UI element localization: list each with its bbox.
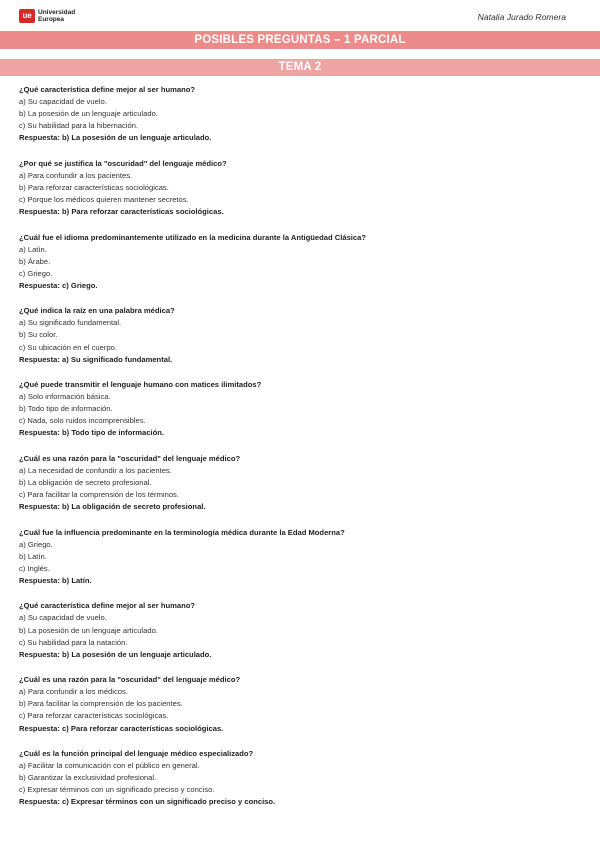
answer-key: Respuesta: b) Para reforzar características sociológicas. [19, 207, 224, 217]
answer-option: b) Garantizar la exclusividad profesional. [19, 773, 157, 783]
answer-key: Respuesta: b) Todo tipo de información. [19, 428, 164, 438]
answer-option: c) Para facilitar la comprensión de los términos. [19, 490, 179, 500]
question-block [19, 674, 589, 734]
question-block [19, 305, 589, 365]
question-text: ¿Cuál es una razón para la "oscuridad" del lenguaje médico? [19, 453, 241, 463]
answer-key: Respuesta: c) Expresar términos con un significado preciso y conciso. [19, 797, 276, 807]
answer-option: a) Para confundir a los médicos. [19, 687, 128, 697]
logo-line-2: Europea [38, 16, 65, 23]
ue-logo-icon: ue [19, 9, 35, 23]
answer-option: b) Todo tipo de información. [19, 404, 113, 414]
question-block [19, 232, 589, 292]
answer-key: Respuesta: c) Griego. [19, 280, 98, 290]
question-text: ¿Qué indica la raíz en una palabra médica? [19, 306, 175, 316]
question-block [19, 600, 589, 660]
questions-list [19, 84, 589, 822]
question-text: ¿Cuál es la función principal del lenguaje médico especializado? [19, 748, 254, 758]
answer-option: b) Para reforzar características sociológicas. [19, 182, 169, 192]
answer-option: a) La necesidad de confundir a los pacientes. [19, 465, 172, 475]
answer-option: b) Latín. [19, 551, 47, 561]
answer-option: a) Facilitar la comunicación con el público en general. [19, 760, 200, 770]
question-block [19, 453, 589, 513]
question-text: ¿Por qué se justifica la "oscuridad" del lenguaje médico? [19, 158, 227, 168]
answer-option: c) Inglés. [19, 563, 50, 573]
answer-key: Respuesta: c) Para reforzar características sociológicas. [19, 723, 224, 733]
question-text: ¿Cuál fue el idioma predominantemente utilizado en la medicina durante la Antigüedad Clásica? [19, 232, 366, 242]
answer-key: Respuesta: b) La obligación de secreto profesional. [19, 502, 206, 512]
answer-key: Respuesta: b) Latín. [19, 575, 92, 585]
answer-option: a) Solo información básica. [19, 392, 111, 402]
answer-option: b) Árabe. [19, 256, 51, 266]
question-block [19, 527, 589, 587]
answer-option: c) Su habilidad para la natación. [19, 637, 128, 647]
question-block [19, 84, 589, 144]
logo-line-1: Universidad [38, 9, 76, 16]
answer-key: Respuesta: b) La posesión de un lenguaje articulado. [19, 649, 212, 659]
answer-option: c) Expresar términos con un significado preciso y conciso. [19, 785, 215, 795]
author-name: Natalia Jurado Romera [477, 12, 566, 22]
answer-option: c) Nada, solo ruidos incomprensibles. [19, 416, 146, 426]
answer-option: c) Porque los médicos quieren mantener secretos. [19, 195, 189, 205]
answer-option: c) Griego. [19, 268, 53, 278]
question-block [19, 158, 589, 218]
question-text: ¿Qué puede transmitir el lenguaje humano con matices ilimitados? [19, 380, 262, 390]
answer-option: a) Griego. [19, 539, 53, 549]
question-text: ¿Qué característica define mejor al ser humano? [19, 601, 195, 611]
title-bar: POSIBLES PREGUNTAS – 1 PARCIAL [0, 31, 600, 49]
question-block [19, 748, 589, 808]
answer-option: b) Para facilitar la comprensión de los pacientes. [19, 699, 183, 709]
answer-option: b) La obligación de secreto profesional. [19, 478, 152, 488]
question-text: ¿Cuál fue la influencia predominante en la terminología médica durante la Edad Moderna? [19, 527, 345, 537]
answer-option: c) Para reforzar características sociológicas. [19, 711, 169, 721]
answer-option: a) Latín. [19, 244, 47, 254]
question-text: ¿Qué característica define mejor al ser humano? [19, 85, 195, 94]
question-block [19, 379, 589, 439]
answer-option: c) Su ubicación en el cuerpo. [19, 342, 117, 352]
answer-key: Respuesta: b) La posesión de un lenguaje articulado. [19, 133, 212, 143]
answer-option: a) Para confundir a los pacientes. [19, 170, 133, 180]
answer-option: b) La posesión de un lenguaje articulado. [19, 625, 158, 635]
question-text: ¿Cuál es una razón para la "oscuridad" del lenguaje médico? [19, 675, 241, 685]
answer-option: a) Su capacidad de vuelo. [19, 613, 107, 623]
answer-key: Respuesta: a) Su significado fundamental. [19, 354, 173, 364]
page-header [0, 0, 600, 32]
section-bar: TEMA 2 [0, 59, 600, 76]
answer-option: a) Su significado fundamental. [19, 318, 122, 328]
answer-option: c) Su habilidad para la hibernación. [19, 121, 139, 131]
answer-option: b) La posesión de un lenguaje articulado. [19, 109, 158, 119]
university-logo [19, 9, 75, 23]
answer-option: a) Su capacidad de vuelo. [19, 97, 107, 107]
answer-option: b) Su color. [19, 330, 58, 340]
